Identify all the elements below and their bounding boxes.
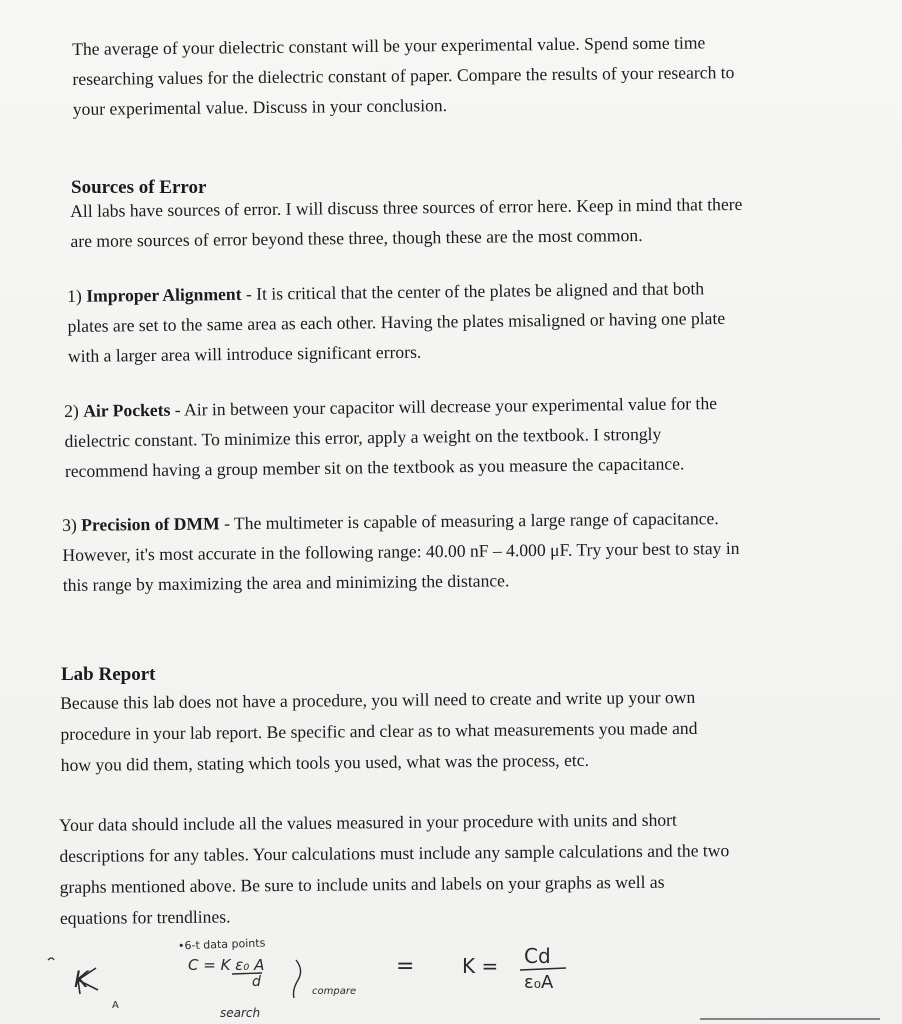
handwriting-strokes: [0, 930, 902, 1024]
sources-line: are more sources of error beyond these three, though these are the most common.: [70, 225, 643, 251]
handwritten-formula-capacitance: C = K ε₀ A: [188, 956, 265, 974]
item-title: Improper Alignment: [86, 283, 242, 306]
handwritten-note-compare: compare: [312, 986, 357, 997]
item-title: Air Pockets: [83, 399, 171, 421]
handwritten-formula-k-numerator: Cd: [524, 944, 551, 968]
intro-line: The average of your dielectric constant will be your experimental value. Spend some time: [72, 32, 706, 59]
item-line: with a larger area will introduce significant errors.: [67, 341, 422, 366]
item-number: 1): [67, 285, 82, 306]
lab-report-heading: Lab Report: [61, 664, 156, 685]
data-requirements-paragraph: [59, 804, 730, 934]
data-line: equations for trendlines.: [59, 906, 231, 928]
item-line: this range by maximizing the area and minimizing the distance.: [62, 570, 510, 595]
lab-line: procedure in your lab report. Be specific and clear as to what measurements you made and: [60, 717, 698, 744]
lab-line: Because this lab does not have a procedure, you will need to create and write up your own: [60, 686, 696, 713]
error-item-air-pockets: [64, 388, 718, 486]
handwritten-left-subscript: A: [112, 1000, 119, 1011]
handwritten-bottom-word: search: [220, 1006, 261, 1020]
handwritten-formula-denominator: d: [252, 974, 261, 990]
item-first-line: - The multimeter is capable of measuring a large range of capacitance.: [219, 508, 719, 534]
data-line: Your data should include all the values measured in your procedure with units and short: [59, 809, 677, 835]
data-line: descriptions for any tables. Your calculations must include any sample calculations and the two: [59, 840, 730, 866]
item-title: Precision of DMM: [81, 513, 220, 535]
sources-of-error-heading: Sources of Error: [71, 177, 207, 198]
sources-of-error-paragraph: [70, 189, 743, 256]
intro-line: your experimental value. Discuss in your conclusion.: [72, 95, 448, 119]
intro-line: researching values for the dielectric constant of paper. Compare the results of your research to: [72, 62, 735, 89]
lab-report-paragraph: [60, 682, 698, 781]
item-line: plates are set to the same area as each other. Having the plates misaligned or having one plate: [67, 307, 726, 336]
item-first-line: - Air in between your capacitor will decrease your experimental value for the: [170, 393, 718, 420]
item-number: 3): [62, 514, 77, 535]
error-item-improper-alignment: [67, 273, 726, 371]
handwritten-formula-k-denominator: ε₀A: [524, 972, 554, 993]
data-line: graphs mentioned above. Be sure to include units and labels on your graphs as well as: [59, 871, 665, 897]
item-line: dielectric constant. To minimize this error, apply a weight on the textbook. I strongly: [64, 423, 662, 451]
item-line: recommend having a group member sit on the textbook as you measure the capacitance.: [64, 453, 685, 481]
handwritten-formula-k-lhs: K =: [462, 954, 499, 978]
item-first-line: - It is critical that the center of the plates be aligned and that both: [241, 278, 705, 304]
handwritten-note-data-points: •6-t data points: [177, 936, 266, 953]
item-number: 2): [64, 400, 79, 421]
handwritten-notes: [0, 930, 902, 1024]
error-item-precision-of-dmm: [62, 503, 740, 600]
item-line: However, it's most accurate in the following range: 40.00 nF – 4.000 μF. Try your best to stay in: [62, 537, 740, 565]
sources-line: All labs have sources of error. I will discuss three sources of error here. Keep in mind that there: [70, 193, 743, 221]
handwritten-left-mark: K: [74, 968, 89, 993]
lab-line: how you did them, stating which tools you used, what was the process, etc.: [60, 749, 590, 775]
intro-paragraph: [72, 27, 735, 124]
handwritten-equals: =: [396, 954, 415, 979]
